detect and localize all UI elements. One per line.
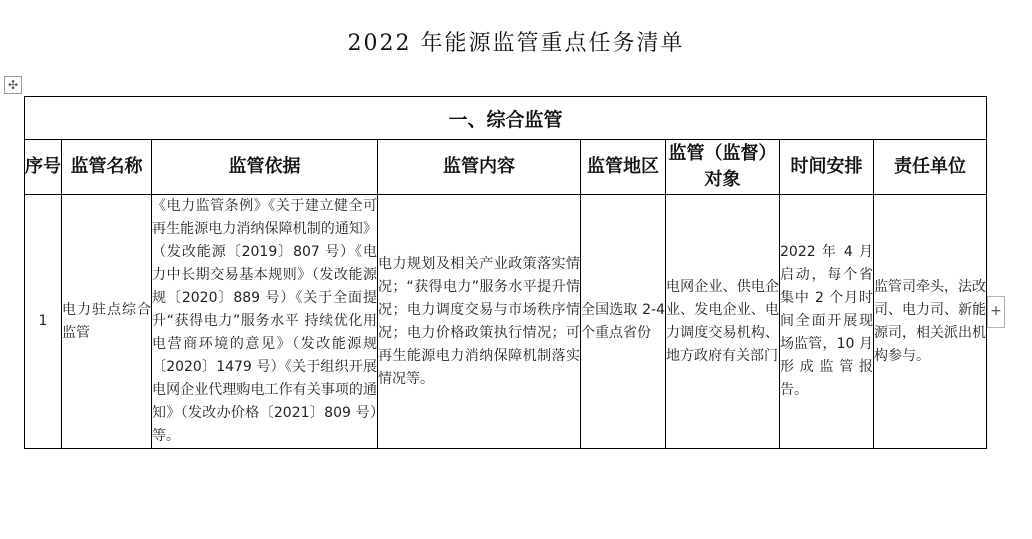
header-content: 监管内容 (378, 140, 581, 195)
header-region: 监管地区 (581, 140, 666, 195)
cell-content: 电力规划及相关产业政策落实情况；“获得电力”服务水平提升情况；电力调度交易与市场秩序情况；电力价格政策执行情况；可再生能源电力消纳保障机制落实情况等。 (378, 195, 581, 449)
cell-schedule: 2022 年 4 月启动，每个省集中 2 个月时间全面开展现场监管，10 月形成监管报告。 (780, 195, 874, 449)
cell-basis: 《电力监管条例》《关于建立健全可再生能源电力消纳保障机制的通知》（发改能源〔2019〕807 号）《电力中长期交易基本规则》（发改能源规〔2020〕889 号）《关于全面提升“获得电力”服务水平 持续优化用电营商环境的意见》（发改能源规〔2020〕1479 号）《关于组织开展电网企业代理购电工作有关事项的通知》（发改办价格〔2021〕809 号）等。 (152, 195, 378, 449)
cell-name: 电力驻点综合监管 (62, 195, 152, 449)
header-schedule: 时间安排 (780, 140, 874, 195)
add-column-icon[interactable]: + (987, 296, 1005, 328)
cell-responsible: 监管司牵头，法改司、电力司、新能源司，相关派出机构参与。 (874, 195, 987, 449)
table-move-handle-icon[interactable]: ✣ (4, 76, 22, 94)
header-target: 监管（监督）对象 (666, 140, 780, 195)
header-seq: 序号 (25, 140, 62, 195)
header-name: 监管名称 (62, 140, 152, 195)
cell-seq: 1 (25, 195, 62, 449)
cell-target: 电网企业、供电企业、发电企业、电力调度交易机构、地方政府有关部门 (666, 195, 780, 449)
header-basis: 监管依据 (152, 140, 378, 195)
task-table (24, 96, 987, 449)
document-title: 2022 年能源监管重点任务清单 (347, 31, 685, 56)
cell-region: 全国选取 2-4 个重点省份 (581, 195, 666, 449)
section-title: 一、综合监管 (25, 97, 987, 140)
table-row (25, 195, 987, 449)
header-responsible: 责任单位 (874, 140, 987, 195)
